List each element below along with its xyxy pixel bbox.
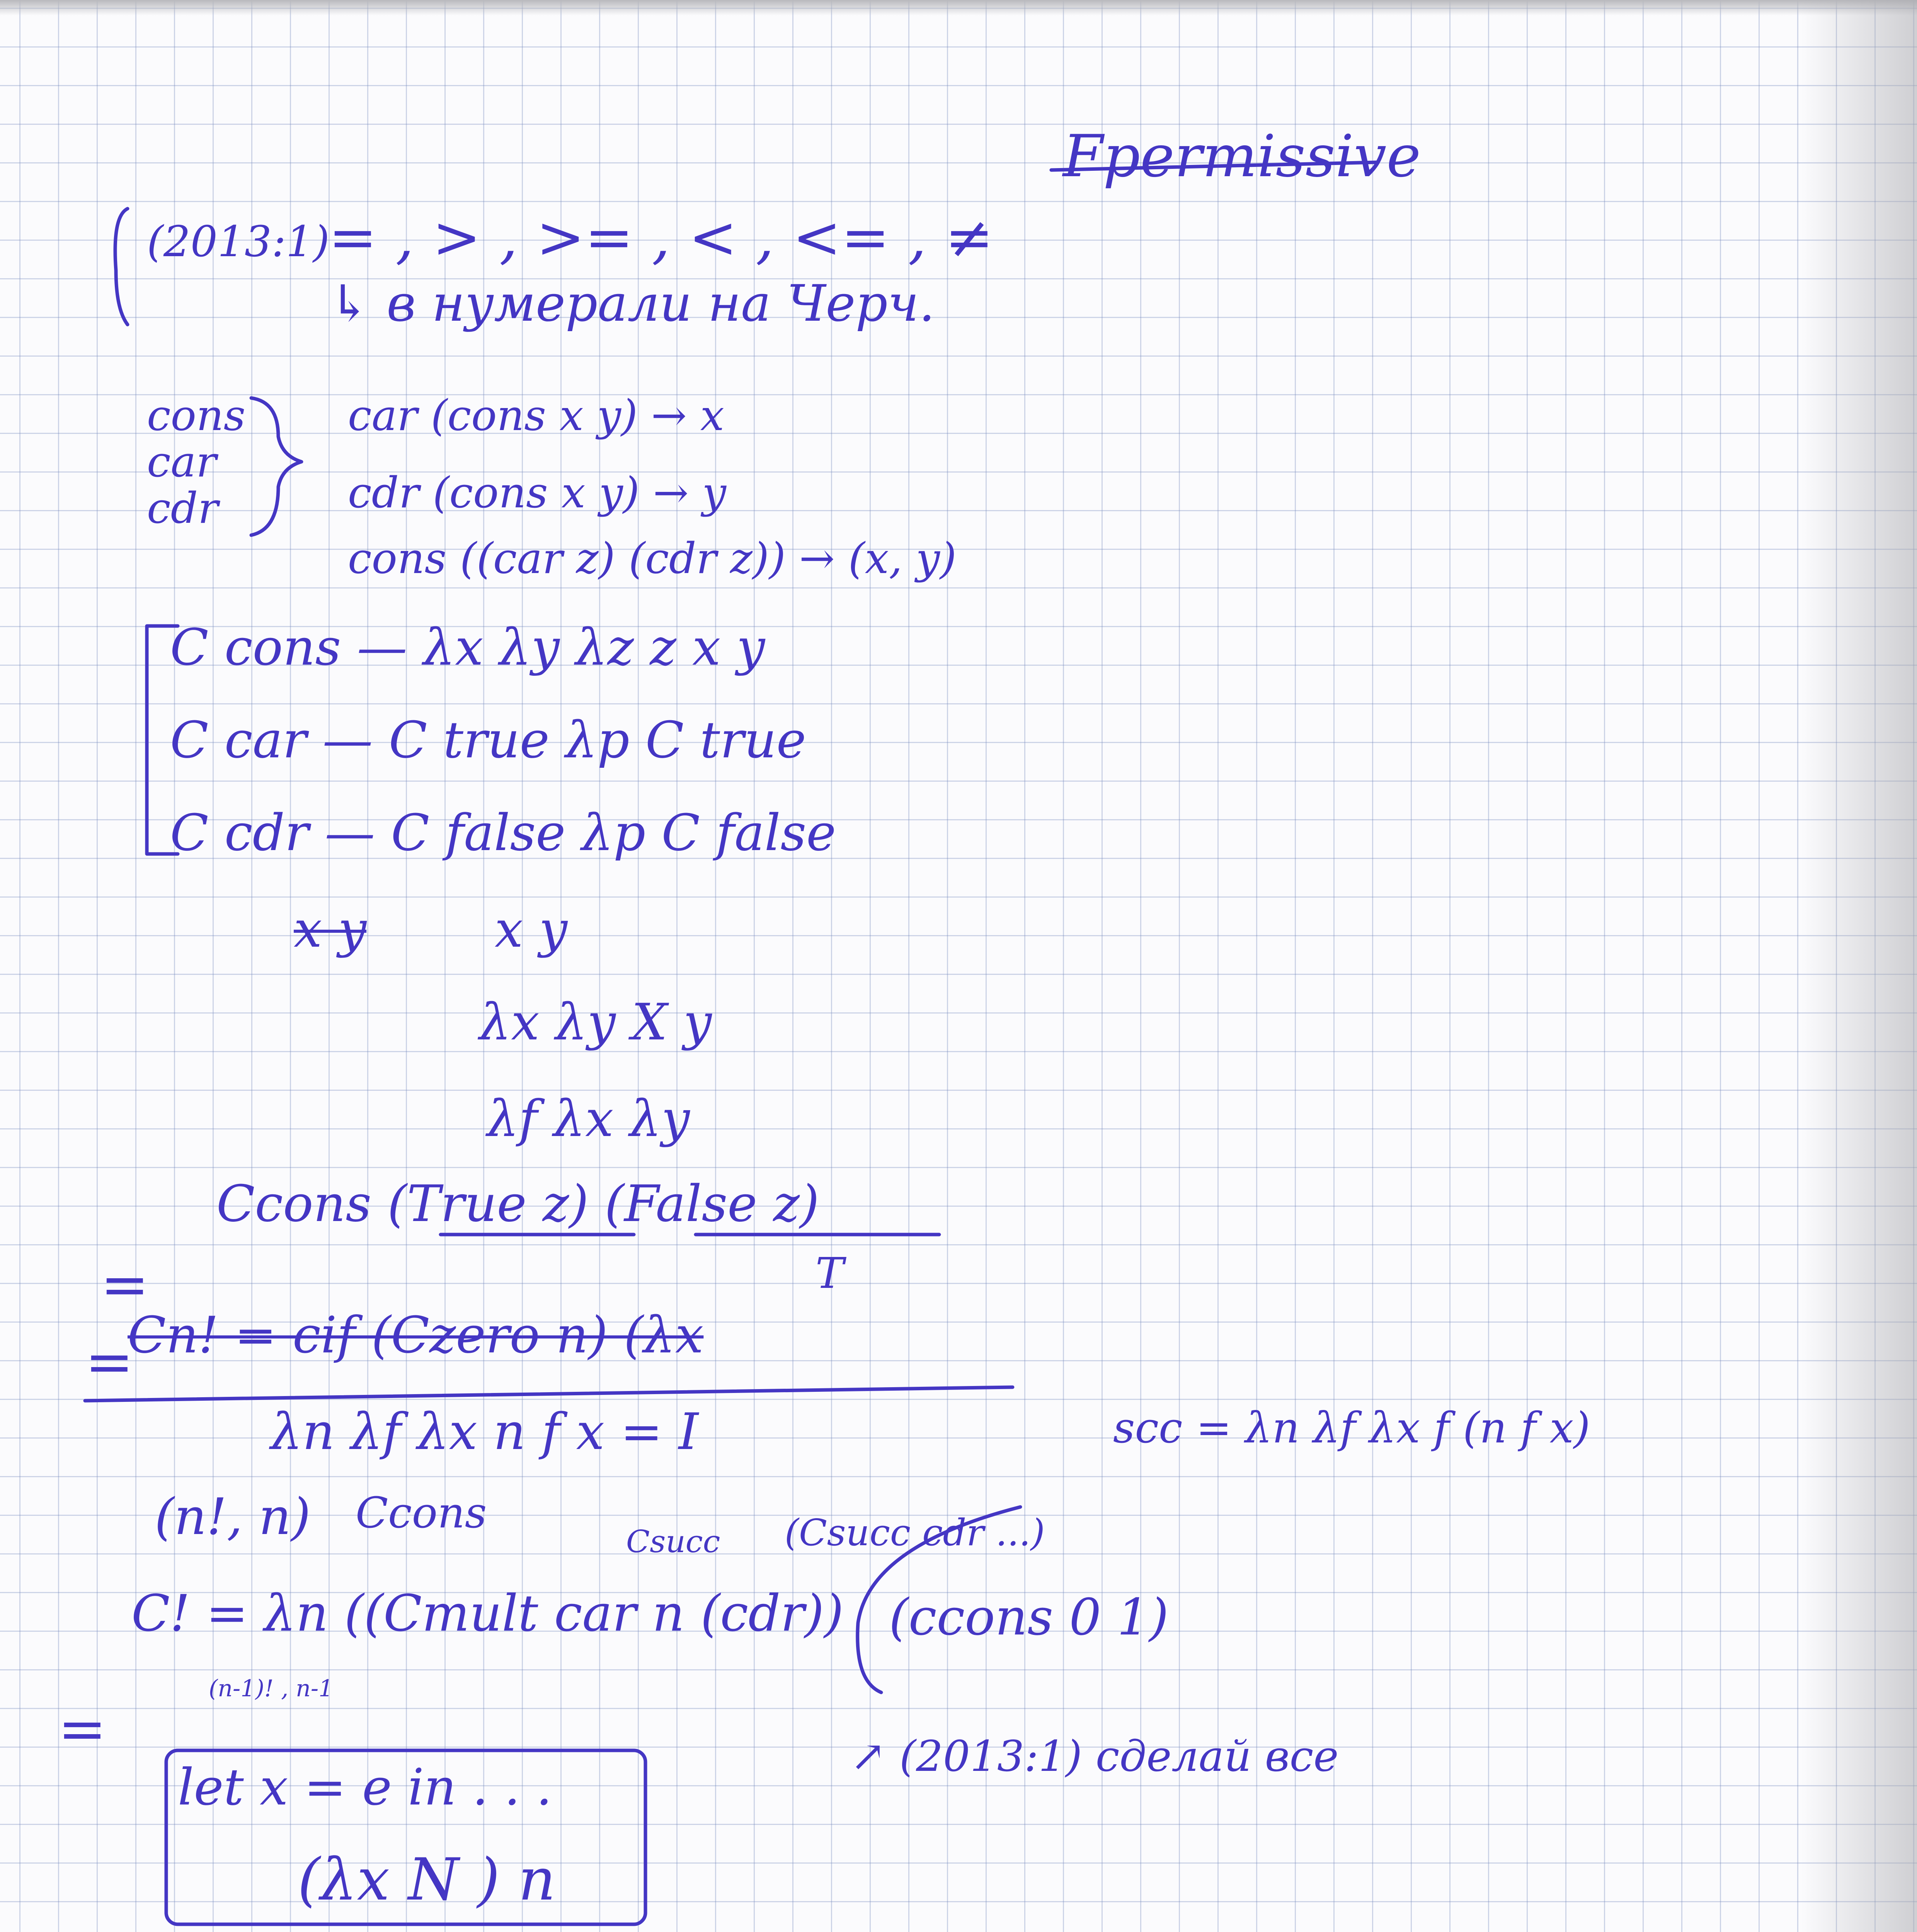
church-numerals-note: ↳ в нумерали на Черч. xyxy=(329,274,935,333)
bracket-block1 xyxy=(115,209,128,325)
reference-label: (2013:1) xyxy=(147,217,330,266)
cfact-def: C! = λn ((Cmult car n (cdr)) xyxy=(131,1584,844,1643)
csucc-note: Csucc xyxy=(626,1524,720,1560)
name-car: car xyxy=(147,437,216,486)
pair-note: (n!, n) xyxy=(155,1487,311,1546)
rule-car: car (cons x y) → x xyxy=(348,391,724,440)
ccons-note: Ccons xyxy=(356,1488,487,1537)
numeral-def: λn λf λx n f x = I xyxy=(271,1402,699,1461)
def-ccar: C car — C true λp C true xyxy=(170,711,806,769)
equals-2: = xyxy=(85,1328,134,1396)
name-cons: cons xyxy=(147,391,246,440)
def-ccdr: C cdr — C false λp C false xyxy=(170,803,836,862)
let-expression: let x = e in . . . xyxy=(178,1758,552,1816)
ccons-apply: Ccons (True z) (False z) xyxy=(216,1174,819,1233)
rule-mid xyxy=(85,1387,1013,1401)
rule-cdr: cdr (cons x y) → y xyxy=(348,468,726,517)
cfact-sub: (n-1)! , n-1 xyxy=(209,1675,334,1702)
name-cdr: cdr xyxy=(147,483,218,533)
def-ccons: C cons — λx λy λz z x y xyxy=(170,618,765,677)
reference-note: ↗ (2013:1) сделай все xyxy=(850,1731,1339,1781)
lambda-application: (λx N ) n xyxy=(298,1846,556,1913)
rule-cons: cons ((car z) (cdr z)) → (x, y) xyxy=(348,534,957,583)
operators-list: = , > , >= , < , <= , ≠ xyxy=(329,204,994,271)
csucc-cdr-note: (Csucc cdr ...) xyxy=(785,1512,1045,1554)
equals-3: = xyxy=(58,1696,107,1763)
brace-cons xyxy=(251,398,301,535)
equals-1: = xyxy=(100,1251,149,1318)
struck-cfact: Cn! = cif (Czero n) (λx xyxy=(128,1306,704,1364)
page-heading: Fpermissive xyxy=(1063,123,1421,190)
lambda-xy: λx λy X y xyxy=(479,993,712,1051)
cfact-init: (ccons 0 1) xyxy=(889,1588,1169,1646)
t-mark: T xyxy=(815,1248,844,1298)
succ-def: scc = λn λf λx f (n f x) xyxy=(1113,1403,1590,1452)
lambda-fxy: λf λx λy xyxy=(487,1089,690,1148)
struck-xy: x y xyxy=(294,900,367,959)
xy: x y xyxy=(495,900,568,959)
